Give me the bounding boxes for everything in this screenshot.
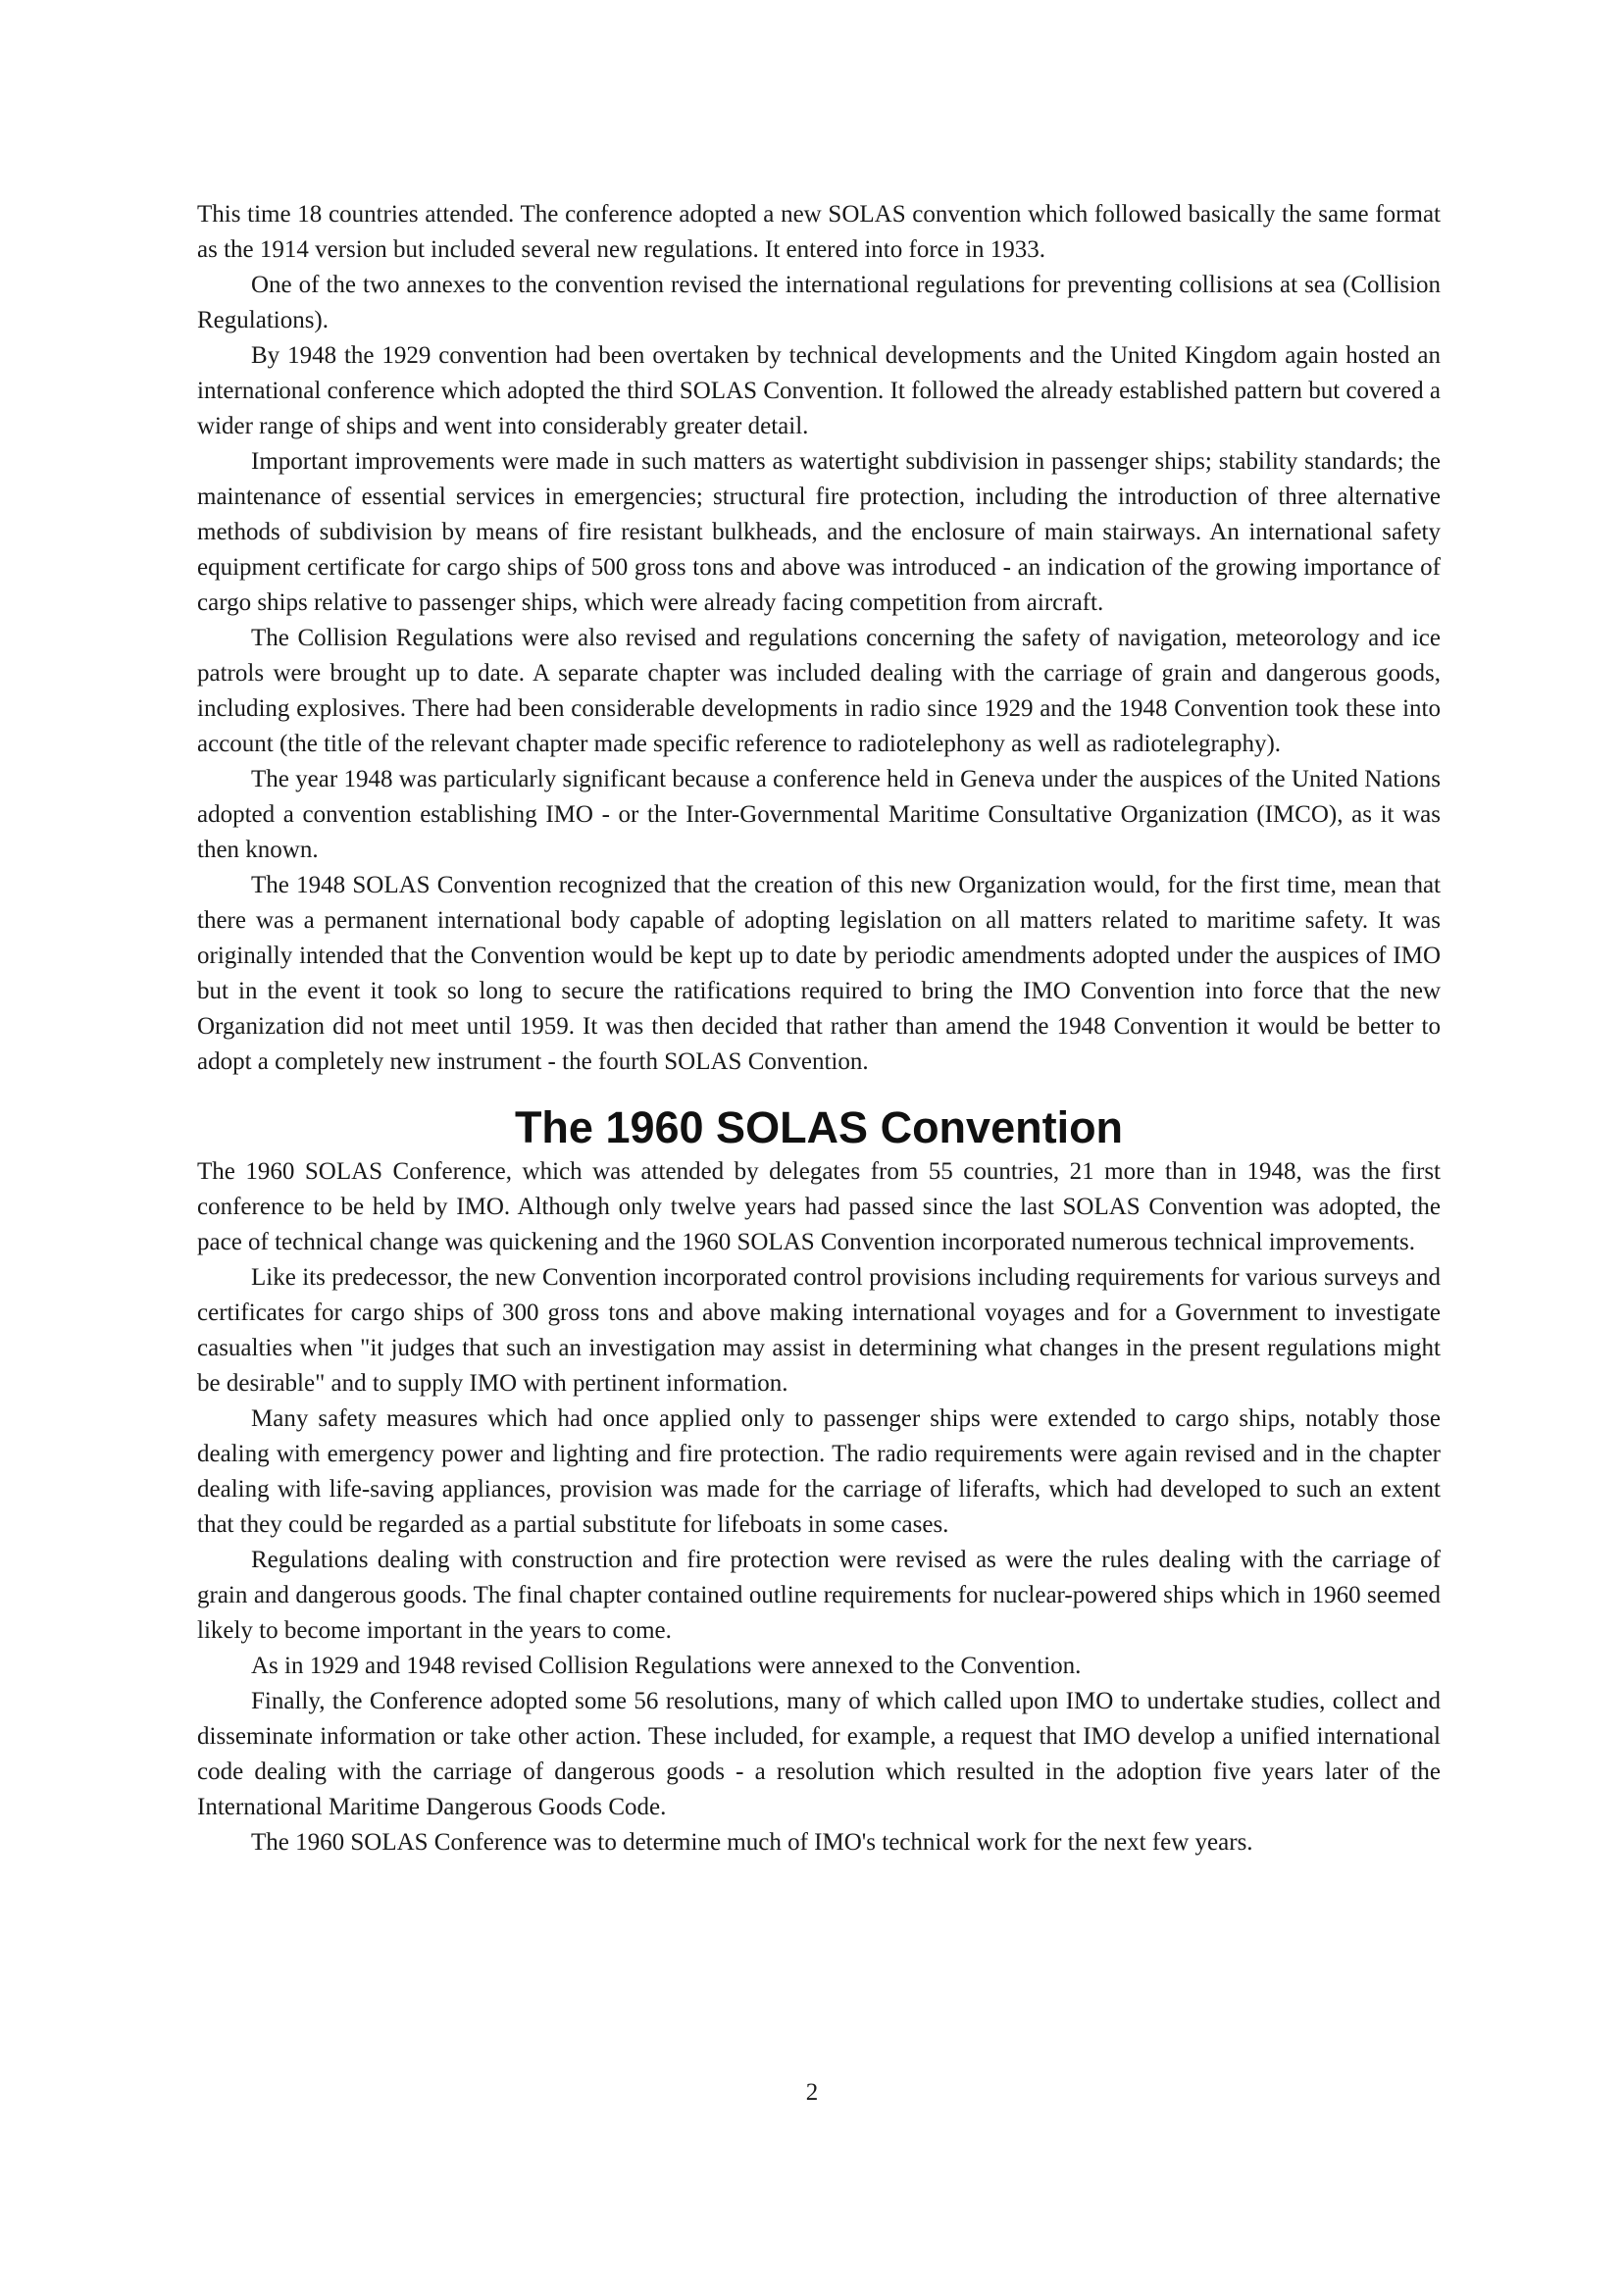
paragraph: The 1960 SOLAS Conference, which was attended by delegates from 55 countries, 21 more than in 1948, was the first conference to be held by IMO. Although only twelve years had passed since the last SOLAS Convention was adopted, the pace of technical change was quickening and the 1960 SOLAS Convention incorporated numerous technical improvements. [197,1158,1441,1255]
paragraph: Finally, the Conference adopted some 56 resolutions, many of which called upon IMO to undertake studies, collect and disseminate information or take other action. These included, for example, a request that IMO develop a unified international code dealing with the carriage of dangerous goods - a resolution which resulted in the adoption five years later of the International Maritime Dangerous Goods Code. [197,1688,1441,1820]
paragraph: The 1960 SOLAS Conference was to determine much of IMO's technical work for the next few years. [251,1829,1253,1856]
page-number: 2 [805,2079,819,2106]
paragraph: Regulations dealing with construction and fire protection were revised as were the rules dealing with the carriage of grain and dangerous goods. The final chapter contained outline requirements for nuclear-powered ships which in 1960 seemed likely to become important in the years to come. [197,1547,1441,1644]
paragraph: By 1948 the 1929 convention had been overtaken by technical developments and the United Kingdom again hosted an international conference which adopted the third SOLAS Convention. It followed the already established pattern but covered a wider range of ships and went into considerably greater detail. [197,342,1441,439]
paragraph: The 1948 SOLAS Convention recognized that the creation of this new Organization would, for the first time, mean that there was a permanent international body capable of adopting legislation on all matters related to maritime safety. It was originally intended that the Convention would be kept up to date by periodic amendments adopted under the auspices of IMO but in the event it took so long to secure the ratifications required to bring the IMO Convention into force that the new Organization did not meet until 1959. It was then decided that rather than amend the 1948 Convention it would be better to adopt a completely new instrument - the fourth SOLAS Convention. [197,872,1441,1075]
paragraph: This time 18 countries attended. The conference adopted a new SOLAS convention which followed basically the same format as the 1914 version but included several new regulations. It entered into force in 1933. [197,201,1441,263]
paragraph: One of the two annexes to the convention revised the international regulations for preventing collisions at sea (Collision Regulations). [197,272,1441,333]
page-body [197,197,1441,1861]
section-heading: The 1960 SOLAS Convention [514,1102,1124,1152]
paragraph: The year 1948 was particularly significant because a conference held in Geneva under the auspices of the United Nations adopted a convention establishing IMO - or the Inter-Governmental Maritime Consultative Organization (IMCO), as it was then known. [197,766,1441,863]
paragraph: Many safety measures which had once applied only to passenger ships were extended to cargo ships, notably those dealing with emergency power and lighting and fire protection. The radio requirements were again revised and in the chapter dealing with life-saving appliances, provision was made for the carriage of liferafts, which had developed to such an extent that they could be regarded as a partial substitute for lifeboats in some cases. [197,1405,1441,1538]
paragraph: The Collision Regulations were also revised and regulations concerning the safety of navigation, meteorology and ice patrols were brought up to date. A separate chapter was included dealing with the carriage of grain and dangerous goods, including explosives. There had been considerable developments in radio since 1929 and the 1948 Convention took these into account (the title of the relevant chapter made specific reference to radiotelephony as well as radiotelegraphy). [197,625,1441,757]
paragraph: Important improvements were made in such matters as watertight subdivision in passenger ships; stability standards; the maintenance of essential services in emergencies; structural fire protection, including the introduction of three alternative methods of subdivision by means of fire resistant bulkheads, and the enclosure of main stairways. An international safety equipment certificate for cargo ships of 500 gross tons and above was introduced - an indication of the growing importance of cargo ships relative to passenger ships, which were already facing competition from aircraft. [197,448,1441,616]
paragraph: Like its predecessor, the new Convention incorporated control provisions including requirements for various surveys and certificates for cargo ships of 300 gross tons and above making international voyages and for a Government to investigate casualties when "it judges that such an investigation may assist in determining what changes in the present regulations might be desirable" and to supply IMO with pertinent information. [197,1264,1441,1397]
paragraph: As in 1929 and 1948 revised Collision Regulations were annexed to the Convention. [251,1653,1082,1679]
